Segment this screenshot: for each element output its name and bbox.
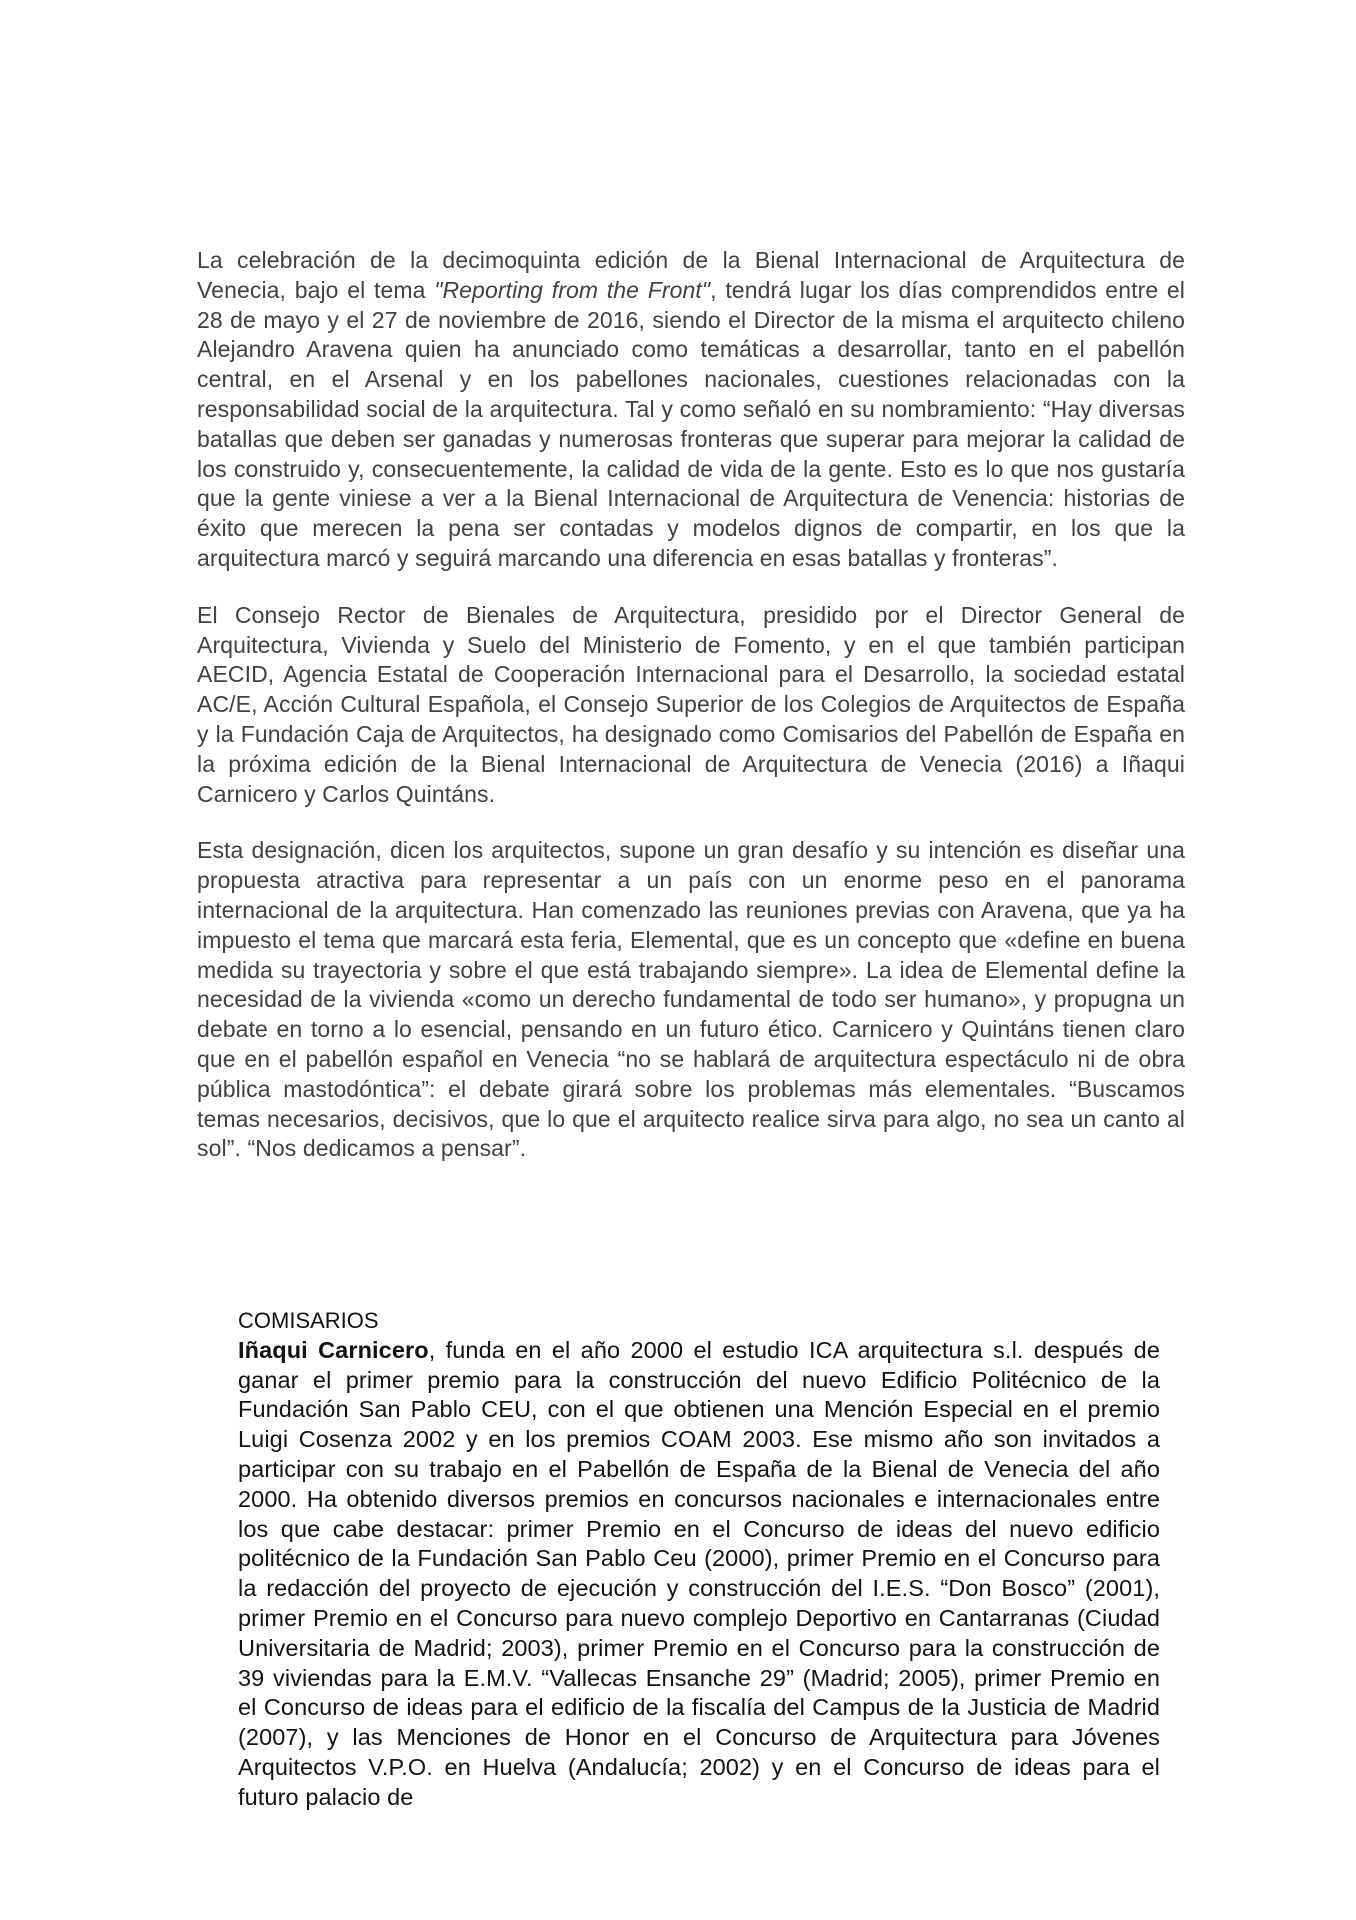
paragraph-consejo-rector: El Consejo Rector de Bienales de Arquitectura, presidido por el Director General de Arquitectura, Vivienda y Suelo del Ministerio de Fomento, y en el que también participan AECID, Agencia Estatal de Cooperación Internacional para el Desarrollo, la sociedad estatal AC/E, Acción Cultural Española, el Consejo Superior de los Colegios de Arquitectos de España y la Fundación Caja de Arquitectos, ha designado como Comisarios del Pabellón de España en la próxima edición de la Bienal Internacional de Arquitectura de Venecia (2016) a Iñaqui Carnicero y Carlos Quintáns. (197, 601, 1185, 807)
paragraph-designacion: Esta designación, dicen los arquitectos, supone un gran desafío y su intención es diseñar una propuesta atractiva para representar a un país con un enorme peso en el panorama internacional de la arquitectura. Han comenzado las reuniones previas con Aravena, que ya ha impuesto el tema que marcará esta feria, Elemental, que es un concepto que «define en buena medida su trayectoria y sobre el que está trabajando siempre». La idea de Elemental define la necesidad de la vivienda «como un derecho fundamental de todo ser humano», y propugna un debate en torno a lo esencial, pensando en un futuro ético. Carnicero y Quintáns tienen claro que en el pabellón español en Venecia “no se hablará de arquitectura espectáculo ni de obra pública mastodóntica”: el debate girará sobre los problemas más elementales. “Buscamos temas necesarios, decisivos, que lo que el arquitecto realice sirva para algo, no sea un canto al sol”. “Nos dedicamos a pensar”. (197, 837, 1185, 1162)
comisarios-section (238, 1306, 1160, 1813)
paragraph-1-text-after-theme: , tendrá lugar los días comprendidos entre el 28 de mayo y el 27 de noviembre de 2016, siendo el Director de la misma el arquitecto chileno Alejandro Aravena quien ha anunciado como temáticas a desarrollar, tanto en el pabellón central, en el Arsenal y en los pabellones nacionales, cuestiones relacionadas con la responsabilidad social de la arquitectura. Tal y como señaló en su nombramiento: “Hay diversas batallas que deben ser ganadas y numerosas fronteras que superar para mejorar la calidad de los construido y, consecuentemente, la calidad de vida de la gente. Esto es lo que nos gustaría que la gente viniese a ver a la Bienal Internacional de Arquitectura de Venencia: historias de éxito que merecen la pena ser contadas y modelos dignos de compartir, en los que la arquitectura marcó y seguirá marcando una diferencia en esas batallas y fronteras”. (197, 276, 1185, 571)
person-name-inaqui-carnicero: Iñaqui Carnicero (238, 1336, 429, 1363)
paragraph-1-text-before-theme: La celebración de la decimoquinta edición de la Bienal Internacional de Arquitectura de Venecia, bajo el tema (197, 247, 1185, 303)
comisarios-heading: COMISARIOS (238, 1308, 379, 1333)
comisarios-bio-text: , funda en el año 2000 el estudio ICA arquitectura s.l. después de ganar el primer premio para la construcción del nuevo Edificio Politécnico de la Fundación San Pablo CEU, con el que obtienen una Mención Especial en el premio Luigi Cosenza 2002 y en los premios COAM 2003. Ese mismo año son invitados a participar con su trabajo en el Pabellón de España de la Bienal de Venecia del año 2000. Ha obtenido diversos premios en concursos nacionales e internacionales entre los que cabe destacar: primer Premio en el Concurso de ideas del nuevo edificio politécnico de la Fundación San Pablo Ceu (2000), primer Premio en el Concurso para la redacción del proyecto de ejecución y construcción del I.E.S. “Don Bosco” (2001), primer Premio en el Concurso para nuevo complejo Deportivo en Cantarranas (Ciudad Universitaria de Madrid; 2003), primer Premio en el Concurso para la construcción de 39 viviendas para la E.M.V. “Vallecas Ensanche 29” (Madrid; 2005), primer Premio en el Concurso de ideas para el edificio de la fiscalía del Campus de la Justicia de Madrid (2007), y las Menciones de Honor en el Concurso de Arquitectura para Jóvenes Arquitectos V.P.O. en Huelva (Andalucía; 2002) y en el Concurso de ideas para el futuro palacio de (238, 1336, 1160, 1810)
biennale-theme-italic: "Reporting from the Front" (434, 276, 711, 303)
main-text-column (197, 246, 1185, 1191)
paragraph-biennale-intro (197, 246, 1185, 574)
comisarios-bio-paragraph (238, 1336, 1160, 1813)
